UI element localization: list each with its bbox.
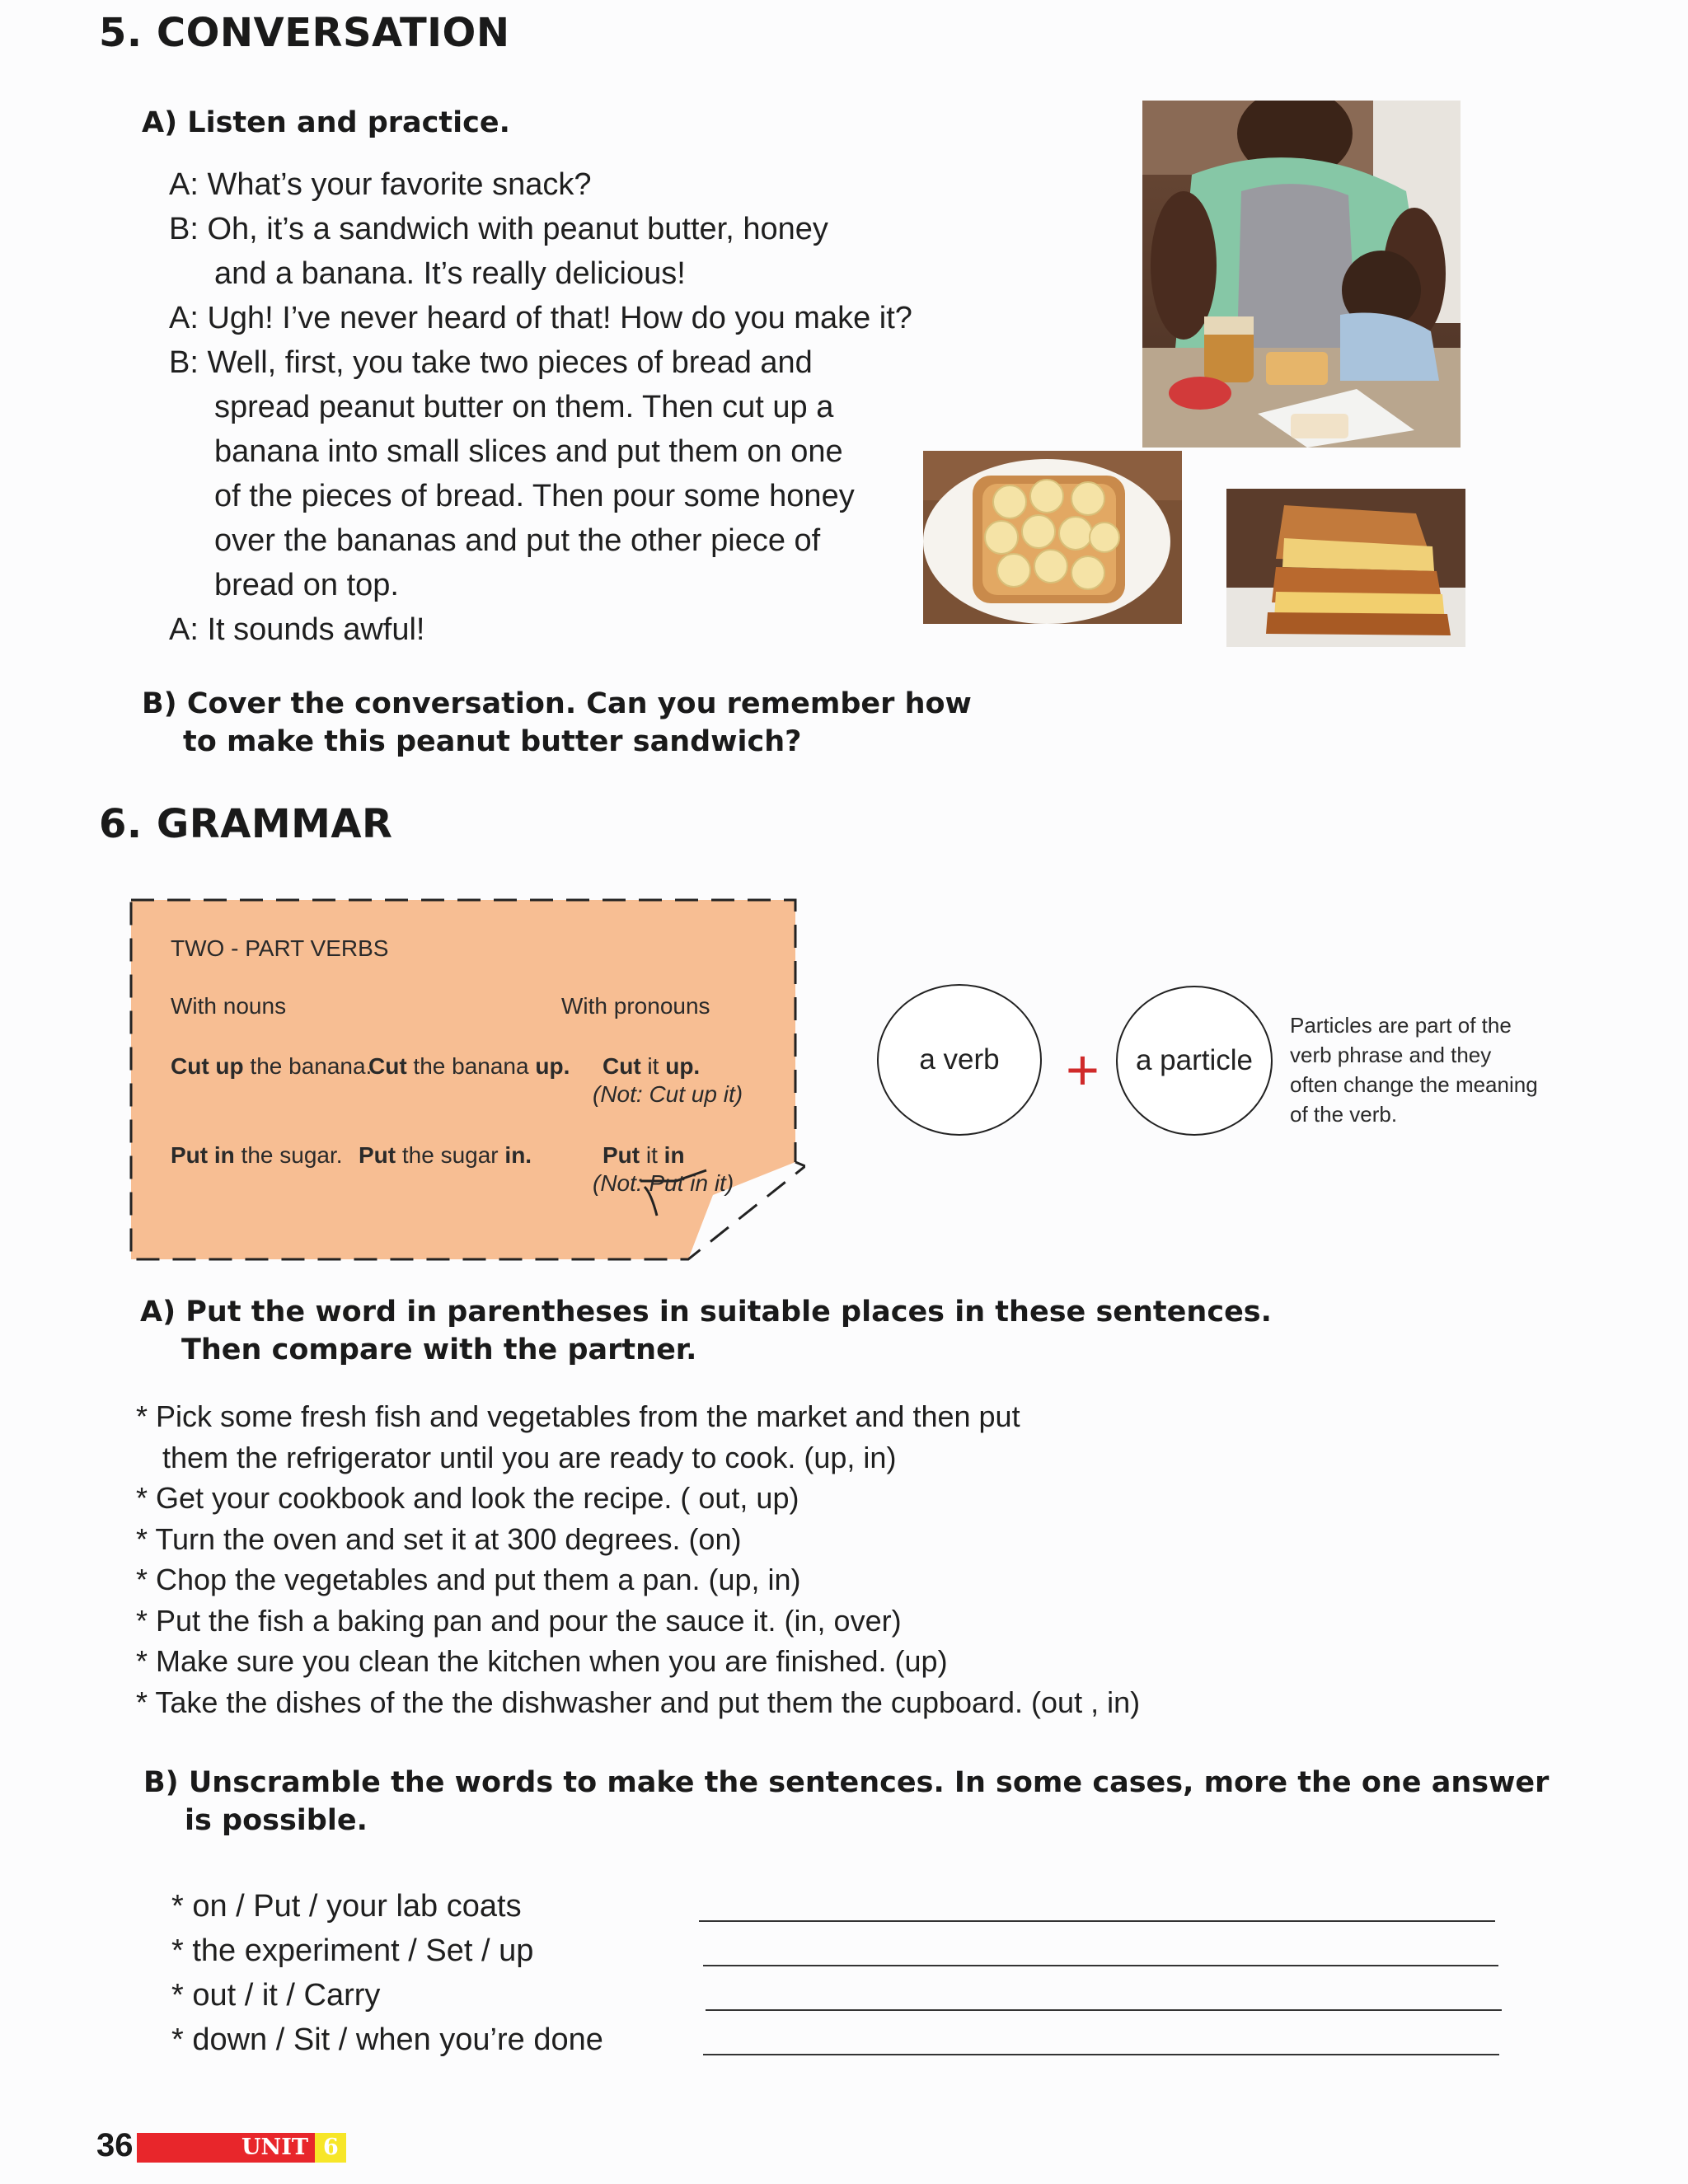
particle-circle: a particle: [1116, 986, 1273, 1136]
grammar-box: [129, 898, 797, 1261]
col-with-pronouns: With pronouns: [561, 993, 710, 1019]
example-put-it-in: Put it in: [603, 1142, 685, 1168]
answer-line-2[interactable]: [703, 1965, 1498, 1966]
note-line: of the verb.: [1290, 1102, 1398, 1127]
dialogue-line: over the bananas and put the other piece of: [214, 523, 821, 558]
example-cut-up-the-banana: Cut up the banana.: [171, 1053, 373, 1079]
exercise-sentence: * Get your cookbook and look the recipe. ( out, up): [136, 1481, 799, 1515]
exercise-sentence: * Put the fish a baking pan and pour the sauce it. (in, over): [136, 1603, 902, 1638]
task-b-line2: is possible.: [185, 1804, 368, 1837]
note-line: Particles are part of the: [1290, 1013, 1512, 1038]
dialogue-line: bread on top.: [214, 568, 399, 602]
dialogue-line: A: It sounds awful!: [169, 612, 425, 647]
section-title-conversation: 5. CONVERSATION: [99, 10, 510, 56]
task-b-line2: to make this peanut butter sandwich?: [183, 725, 802, 758]
unit-label: UNIT: [241, 2135, 308, 2160]
exercise-sentence: * Make sure you clean the kitchen when you are finished. (up): [136, 1644, 948, 1678]
scramble-item: * out / it / Carry: [171, 1978, 381, 2013]
exercise-sentence: * Take the dishes of the the dishwasher and put them the cupboard. (out , in): [136, 1685, 1141, 1719]
example-cut-it-up: Cut it up.: [603, 1053, 701, 1079]
dialogue-line: banana into small slices and put them on one: [214, 434, 843, 469]
task-b-line1: B) Cover the conversation. Can you remember how: [142, 687, 972, 720]
exercise-sentences: [136, 1396, 1140, 1722]
plus-sign: +: [1066, 1038, 1100, 1102]
example-cut-the-banana-up: Cut the banana up.: [368, 1053, 570, 1079]
exercise-sentence: * Turn the oven and set it at 300 degrees. (on): [136, 1521, 742, 1556]
example-put-the-sugar-in: Put the sugar in.: [359, 1142, 532, 1168]
task-a-line2: Then compare with the partner.: [181, 1333, 697, 1366]
dialogue: [169, 162, 912, 652]
example-put-in-the-sugar: Put in the sugar.: [171, 1142, 343, 1168]
dialogue-line: and a banana. It’s really delicious!: [214, 256, 686, 291]
dialogue-line: of the pieces of bread. Then pour some honey: [214, 479, 855, 513]
dialogue-line: spread peanut butter on them. Then cut up a: [214, 390, 834, 424]
grilled-sandwich-photo: [1226, 489, 1465, 647]
answer-line-1[interactable]: [699, 1920, 1495, 1922]
father-son-photo: [1142, 101, 1461, 448]
task-a-heading-grammar: [140, 1293, 1272, 1369]
dialogue-line: A: What’s your favorite snack?: [169, 167, 592, 202]
task-a-heading: A) Listen and practice.: [142, 106, 510, 139]
scramble-item: * the experiment / Set / up: [171, 1933, 534, 1968]
unit-number-box: [315, 2133, 346, 2163]
note-line: often change the meaning: [1290, 1072, 1538, 1097]
task-a-line1: A) Put the word in parentheses in suitable places in these sentences.: [140, 1296, 1272, 1329]
note-line: verb phrase and they: [1290, 1043, 1492, 1067]
example-not-cut-up-it: (Not: Cut up it): [593, 1081, 743, 1107]
task-b-heading-conversation: [142, 685, 972, 761]
scramble-item: * down / Sit / when you’re done: [171, 2022, 603, 2057]
answer-line-3[interactable]: [706, 2009, 1502, 2011]
page-number: 36: [96, 2127, 134, 2163]
scramble-item: * on / Put / your lab coats: [171, 1889, 522, 1924]
exercise-sentence: * Chop the vegetables and put them a pan. (up, in): [136, 1563, 801, 1596]
col-with-nouns: With nouns: [171, 993, 287, 1019]
task-b-line1: B) Unscramble the words to make the sentences. In some cases, more the one answer: [143, 1766, 1550, 1799]
scramble-list: [171, 1884, 603, 2062]
answer-line-4[interactable]: [703, 2054, 1499, 2055]
exercise-sentence: them the refrigerator until you are ready to cook. (up, in): [162, 1440, 897, 1474]
grammar-box-heading: TWO - PART VERBS: [171, 935, 389, 961]
task-b-heading-grammar: [143, 1764, 1549, 1840]
dialogue-line: A: Ugh! I’ve never heard of that! How do you make it?: [169, 301, 912, 335]
banana-toast-photo: [923, 451, 1182, 624]
unit-number: 6: [323, 2135, 339, 2160]
verb-circle: a verb: [877, 984, 1042, 1136]
exercise-sentence: * Pick some fresh fish and vegetables from the market and then put: [136, 1399, 1020, 1433]
section-title-grammar: 6. GRAMMAR: [99, 801, 393, 847]
dialogue-line: B: Well, first, you take two pieces of bread and: [169, 345, 813, 380]
particles-note: [1290, 1010, 1538, 1129]
example-not-put-in-it: (Not: Put in it): [593, 1170, 734, 1196]
unit-bar: [137, 2133, 315, 2163]
dialogue-line: B: Oh, it’s a sandwich with peanut butter, honey: [169, 212, 828, 246]
